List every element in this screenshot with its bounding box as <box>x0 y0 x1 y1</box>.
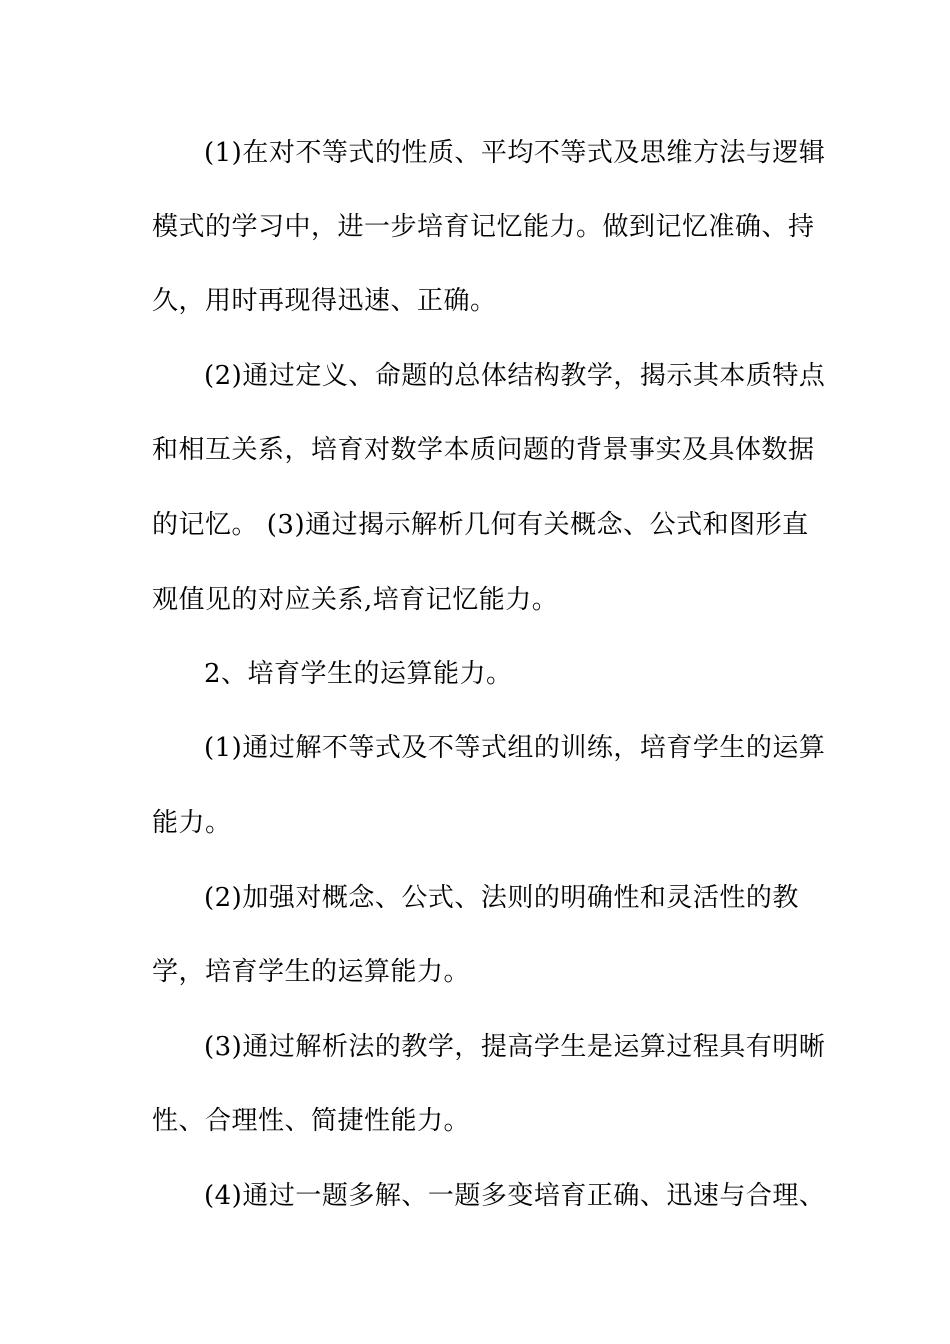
text-line: 模式的学习中，进一步培育记忆能力。做到记忆准确、持 <box>152 212 815 242</box>
section-heading: 2、培育学生的运算能力。 <box>204 659 513 689</box>
text-line: 和相互关系，培育对数学本质问题的背景事实及具体数据 <box>152 435 815 465</box>
text-line: 能力。 <box>152 808 232 838</box>
text-line: (1)通过解不等式及不等式组的训练，培育学生的运算 <box>204 733 826 763</box>
text-line: 的记忆。 (3)通过揭示解析几何有关概念、公式和图形直 <box>152 510 809 540</box>
text-line: 久，用时再现得迅速、正确。 <box>152 286 497 316</box>
text-line: (2)通过定义、命题的总体结构教学，揭示其本质特点 <box>204 361 826 391</box>
text-line: 观值见的对应关系,培育记忆能力。 <box>152 585 559 615</box>
text-line: (2)加强对概念、公式、法则的明确性和灵活性的教 <box>204 883 799 913</box>
text-line: 学，培育学生的运算能力。 <box>152 957 471 987</box>
text-line: (4)通过一题多解、一题多变培育正确、迅速与合理、 <box>204 1181 826 1211</box>
text-line: (1)在对不等式的性质、平均不等式及思维方法与逻辑 <box>204 138 826 168</box>
text-line: (3)通过解析法的教学，提高学生是运算过程具有明晰 <box>204 1032 826 1062</box>
text-line: 性、合理性、简捷性能力。 <box>152 1106 471 1136</box>
